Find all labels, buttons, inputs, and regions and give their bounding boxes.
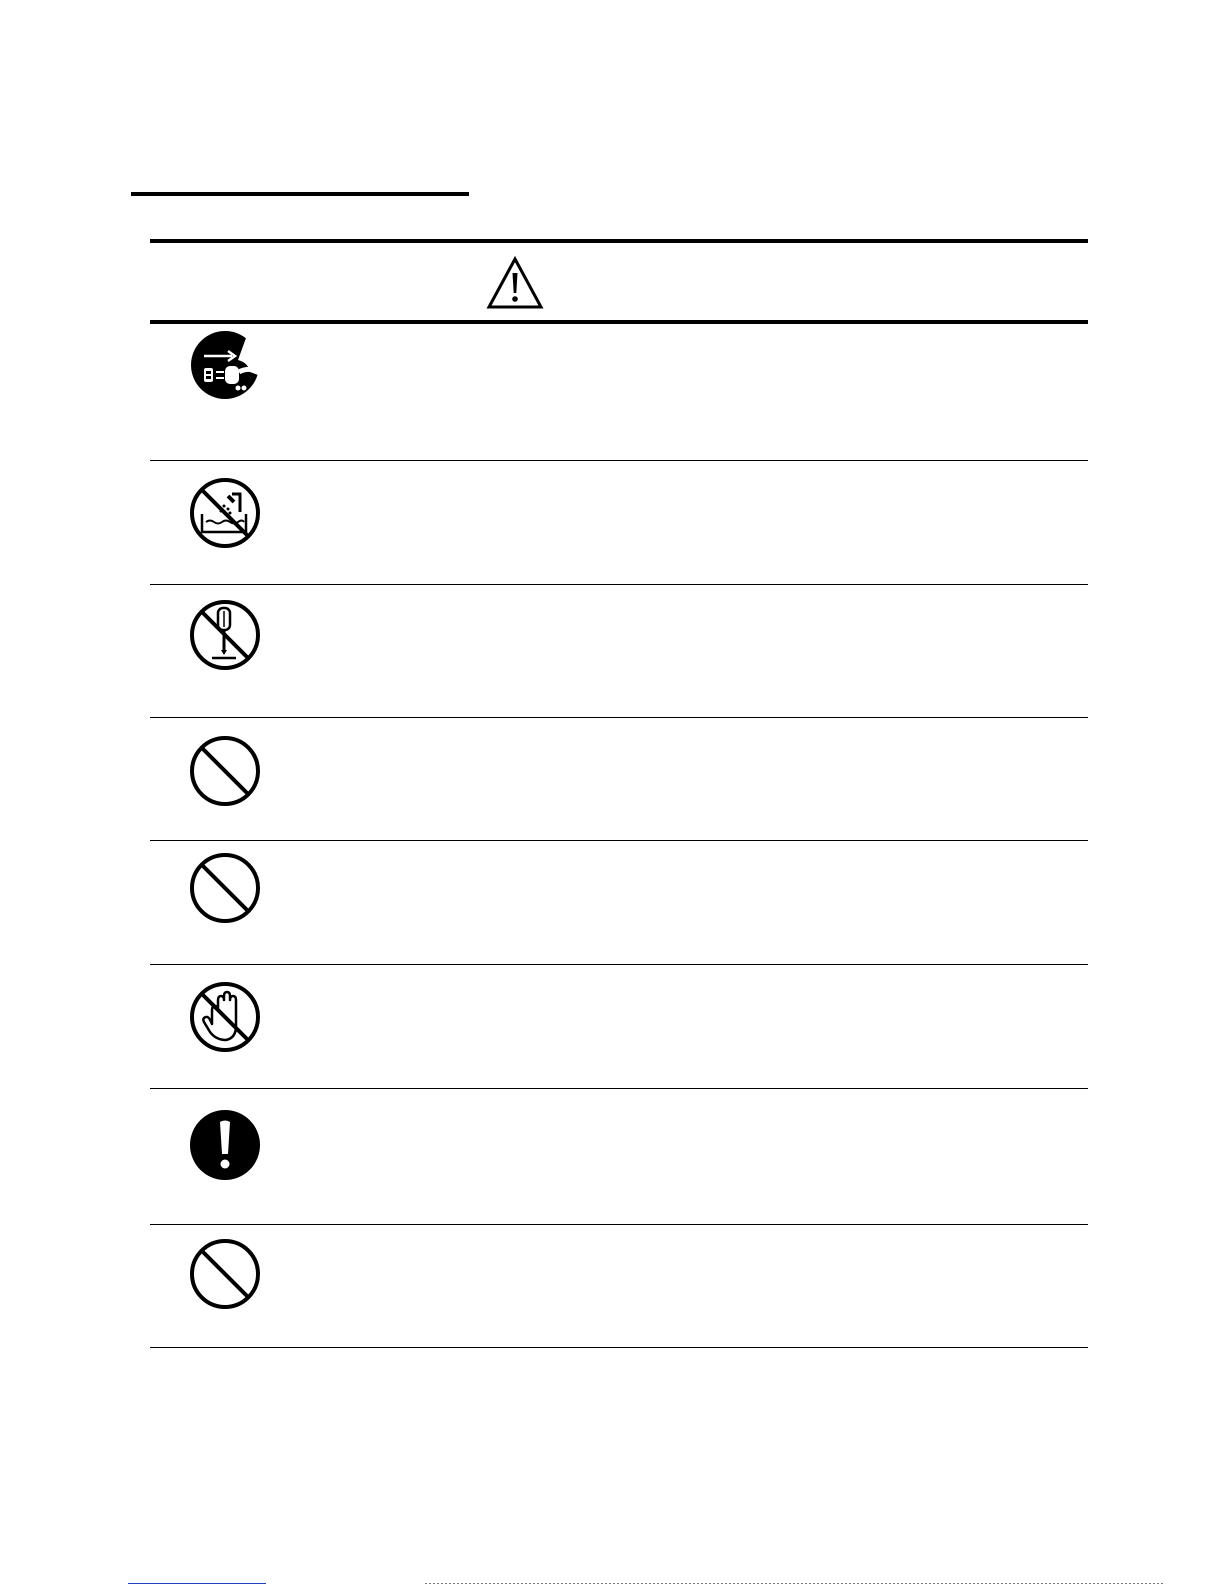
no-water-icon <box>188 476 262 550</box>
warning-triangle-icon <box>486 256 544 310</box>
footer-dotted-rule <box>425 1583 1165 1584</box>
footer-link-underline <box>128 1583 266 1584</box>
row-separator <box>150 1088 1088 1089</box>
no-disassemble-icon <box>188 598 262 672</box>
no-touch-icon <box>188 980 262 1054</box>
row-separator <box>150 964 1088 965</box>
prohibited-icon <box>188 1237 262 1311</box>
table-top-rule <box>150 239 1088 243</box>
prohibited-icon <box>188 734 262 808</box>
prohibited-icon <box>188 851 262 925</box>
row-separator <box>150 840 1088 841</box>
table-bottom-rule <box>150 1347 1088 1348</box>
row-separator <box>150 460 1088 461</box>
row-separator <box>150 584 1088 585</box>
mandatory-action-icon <box>188 1108 262 1182</box>
unplug-icon <box>188 328 262 402</box>
row-separator <box>150 1224 1088 1225</box>
title-underline <box>131 192 469 196</box>
table-header-rule <box>150 320 1088 324</box>
row-separator <box>150 717 1088 718</box>
